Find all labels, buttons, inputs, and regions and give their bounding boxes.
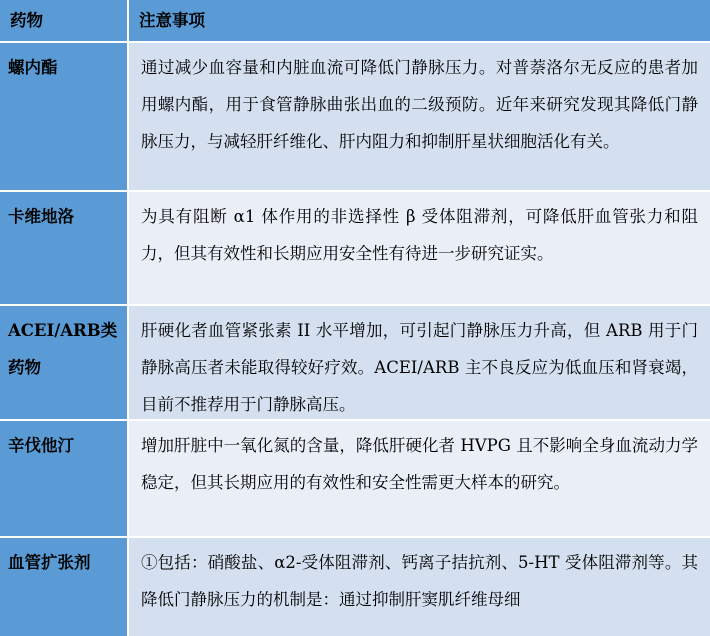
drug-note-spironolactone: 通过减少血容量和内脏血流可降低门静脉压力。对普萘洛尔无反应的患者加用螺内酯，用于食管静脉曲张出血的二级预防。近年来研究发现其降低门静脉压力，与减轻肝纤维化、肝内阻力和抑制肝星状细胞活化有关。	[127, 41, 710, 190]
header-notes: 注意事项	[127, 0, 710, 41]
drug-name-simvastatin: 辛伐他汀	[0, 419, 127, 536]
drug-name-spironolactone: 螺内酯	[0, 41, 127, 190]
drug-name-vasodilators: 血管扩张剂	[0, 536, 127, 636]
drug-note-simvastatin: 增加肝脏中一氧化氮的含量，降低肝硬化者 HVPG 且不影响全身血流动力学稳定，但其长期应用的有效性和安全性需更大样本的研究。	[127, 419, 710, 536]
drug-note-vasodilators: ①包括：硝酸盐、α2-受体阻滞剂、钙离子拮抗剂、5-HT 受体阻滞剂等。其降低门静脉压力的机制是：通过抑制肝窦肌纤维母细	[127, 536, 710, 636]
drug-name-acei-arb: ACEI/ARB类药物	[0, 304, 127, 419]
drug-note-carvedilol: 为具有阻断 α1 体作用的非选择性 β 受体阻滞剂，可降低肝血管张力和阻力，但其有效性和长期应用安全性有待进一步研究证实。	[127, 190, 710, 304]
drug-name-carvedilol: 卡维地洛	[0, 190, 127, 304]
drug-note-acei-arb: 肝硬化者血管紧张素 II 水平增加，可引起门静脉压力升高，但 ARB 用于门静脉高压者未能取得较好疗效。ACEI/ARB 主不良反应为低血压和肾衰竭，目前不推荐用于门静脉高压。	[127, 304, 710, 419]
header-drug: 药物	[0, 0, 127, 41]
